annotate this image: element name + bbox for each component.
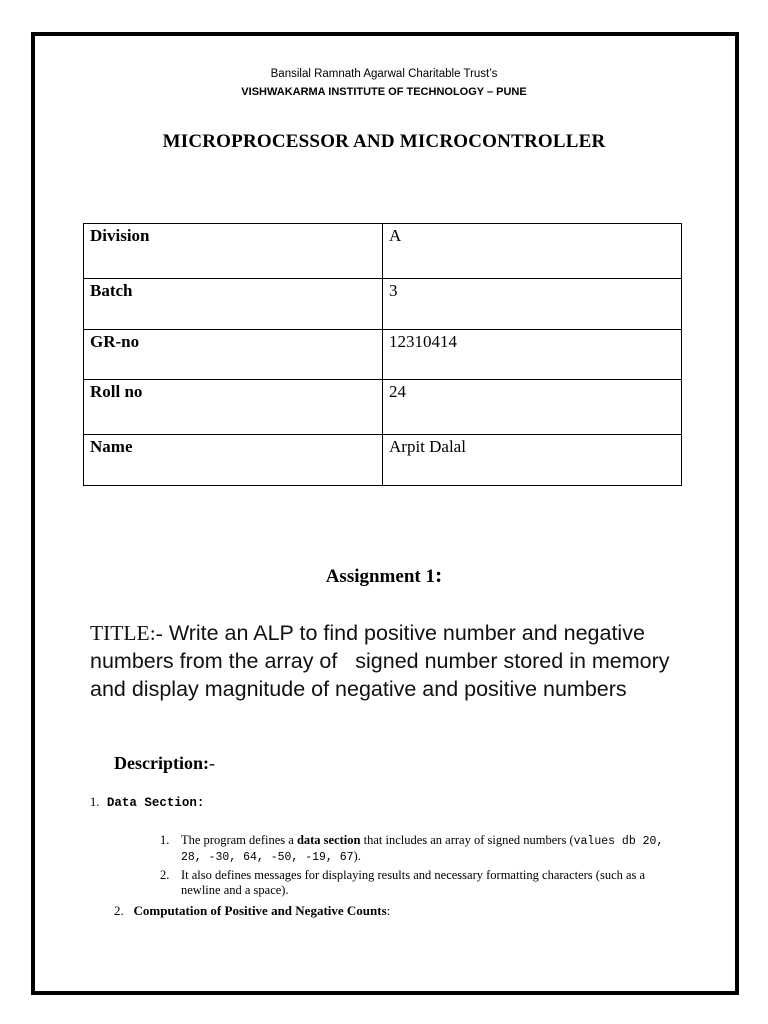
student-info-table: [83, 223, 682, 486]
table-row: [84, 435, 682, 486]
gr-no-value: 12310414: [383, 330, 682, 380]
item-text-end: ).: [353, 849, 361, 863]
trust-name: Bansilal Ramnath Agarwal Charitable Trust’s: [270, 68, 498, 80]
list-item-number: 2.: [160, 868, 170, 882]
division-value: A: [383, 224, 682, 279]
list-item-text: It also defines messages for displaying results and necessary formatting characters (such as a newline and a space).: [181, 868, 646, 897]
table-row: [84, 380, 682, 435]
roll-no-label: Roll no: [84, 380, 383, 435]
batch-label: Batch: [84, 279, 383, 330]
item-bold-text: data section: [296, 833, 361, 847]
assignment-heading: [0, 562, 768, 588]
roll-no-value: 24: [383, 380, 682, 435]
list-item-text: [181, 833, 680, 865]
values-code: values db 20, 28, -30, 64, -50, -19, 67: [181, 835, 664, 864]
list-item: [160, 868, 680, 898]
section-number: 1.: [90, 795, 100, 809]
assignment-title: [90, 619, 700, 703]
batch-value: 3: [383, 279, 682, 330]
list-item: [160, 833, 680, 865]
gr-no-label: GR-no: [84, 330, 383, 380]
section-title: Data Section:: [106, 796, 205, 810]
section-number: 2.: [114, 903, 124, 918]
name-value: Arpit Dalal: [383, 435, 682, 486]
title-prefix: TITLE:-: [90, 621, 163, 645]
assignment-label: Assignment 1: [325, 566, 435, 587]
section-title: Computation of Positive and Negative Counts: [133, 903, 387, 918]
computation-section-heading: [114, 903, 390, 919]
table-row: [84, 330, 682, 380]
subject-title: MICROPROCESSOR AND MICROCONTROLLER: [162, 131, 606, 152]
description-label: Description:: [114, 753, 209, 773]
title-text: Write an ALP to find positive number and negative numbers from the array of signed number stored in memory and display magnitude of negative and positive numbers: [90, 621, 676, 701]
table-row: [84, 224, 682, 279]
table-row: [84, 279, 682, 330]
assignment-colon: :: [434, 562, 443, 587]
description-heading: [114, 753, 215, 774]
name-label: Name: [84, 435, 383, 486]
section-suffix: :: [386, 903, 391, 918]
description-suffix: -: [208, 753, 215, 773]
list-item-number: 1.: [160, 833, 170, 847]
division-label: Division: [84, 224, 383, 279]
item-text-before: The program defines a: [181, 833, 297, 847]
institute-name: VISHWAKARMA INSTITUTE OF TECHNOLOGY – PUNE: [241, 86, 527, 98]
item-text-after: that includes an array of signed numbers (: [360, 833, 574, 847]
data-section-heading: [90, 795, 204, 810]
